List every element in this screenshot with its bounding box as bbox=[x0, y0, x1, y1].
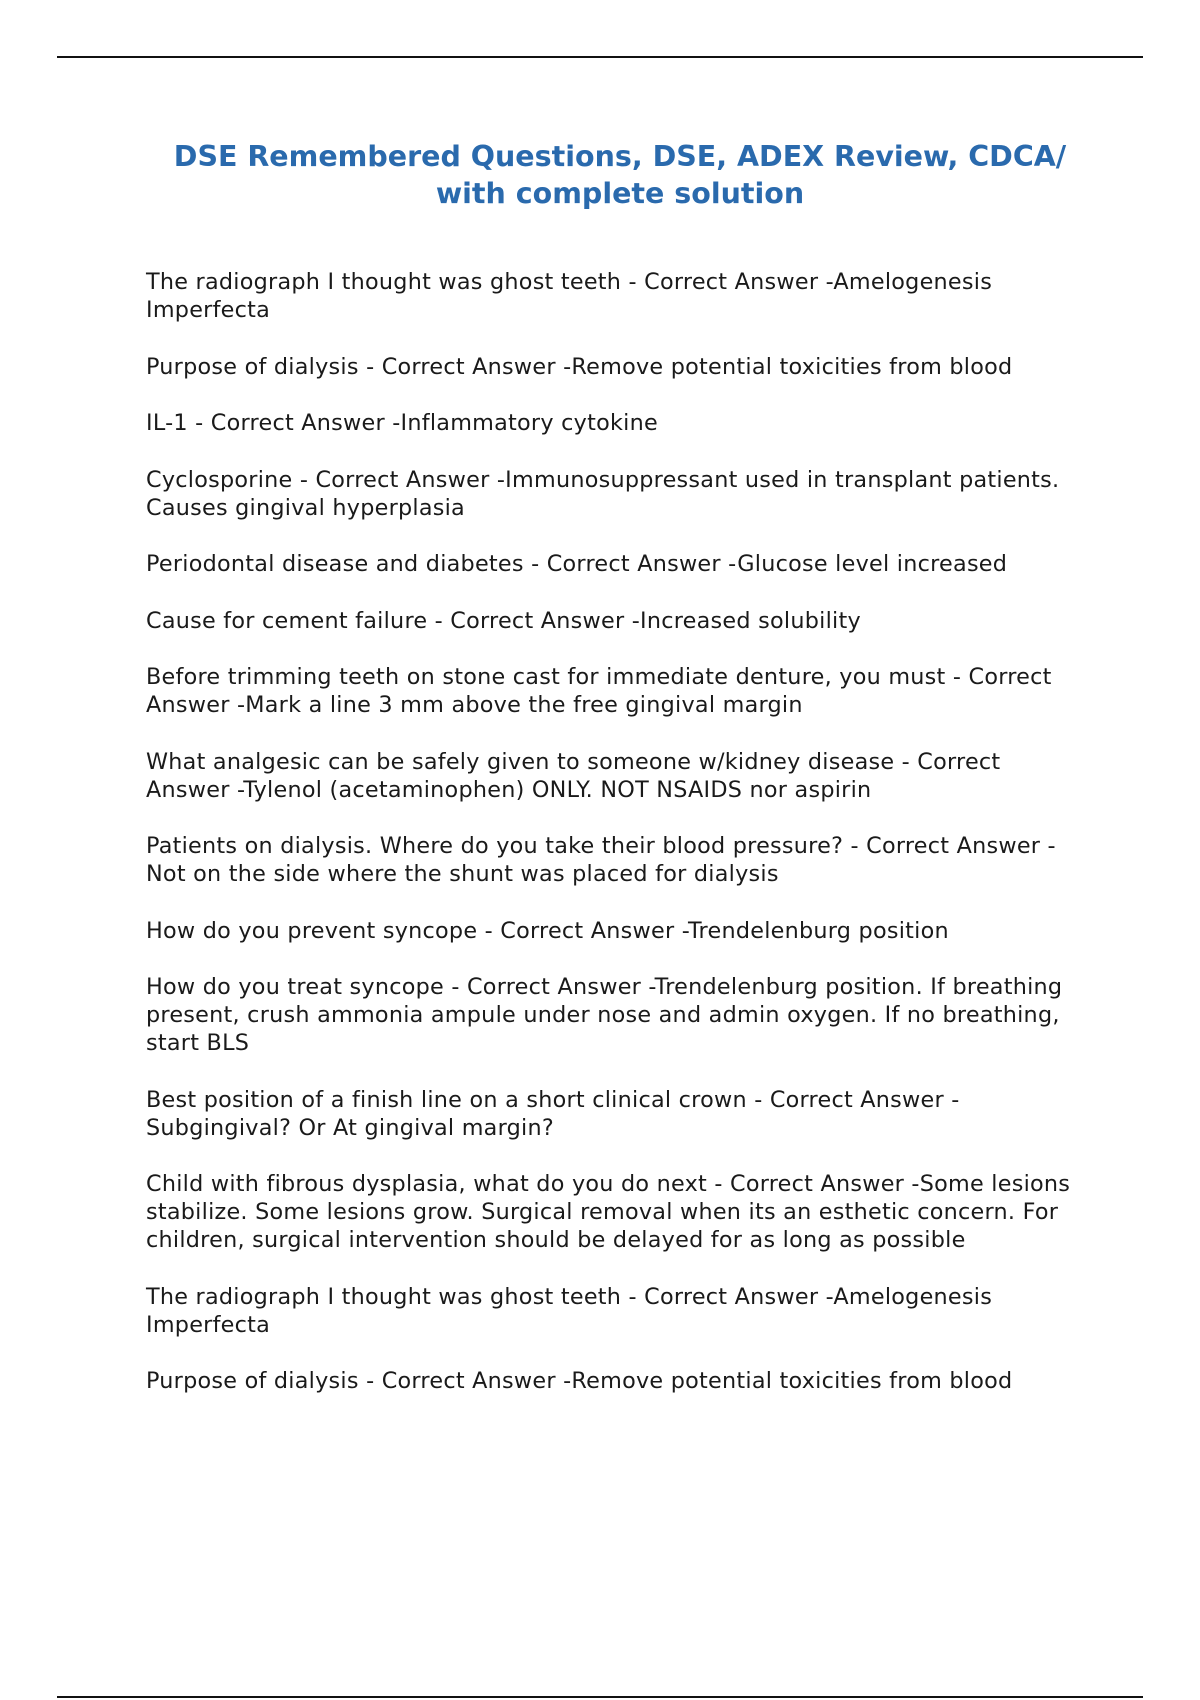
qa-item: How do you treat syncope - Correct Answer -Trendelenburg position. If breathing present, crush ammonia ampule under nose and admin oxygen. If no breathing, start BLS bbox=[146, 974, 1063, 1056]
qa-list bbox=[146, 268, 1076, 1424]
document-title: DSE Remembered Questions, DSE, ADEX Review, CDCA/ with complete solution bbox=[173, 140, 1067, 210]
qa-item: What analgesic can be safely given to someone w/kidney disease - Correct Answer -Tylenol (acetaminophen) ONLY. NOT NSAIDS nor aspirin bbox=[146, 748, 1001, 803]
footer-rule bbox=[57, 1696, 1143, 1698]
qa-item: Periodontal disease and diabetes - Correct Answer -Glucose level increased bbox=[146, 551, 1008, 577]
qa-item: Patients on dialysis. Where do you take their blood pressure? - Correct Answer -Not on the side where the shunt was placed for dialysis bbox=[146, 833, 1056, 887]
qa-item: Child with fibrous dysplasia, what do you do next - Correct Answer -Some lesions stabilize. Some lesions grow. Surgical removal when its an esthetic concern. For children, surgical intervention should be delayed for as long as possible bbox=[146, 1171, 1071, 1253]
qa-item: Best position of a finish line on a short clinical crown - Correct Answer -Subgingival? Or At gingival margin? bbox=[146, 1086, 960, 1141]
qa-item: IL-1 - Correct Answer -Inflammatory cytokine bbox=[146, 410, 658, 436]
qa-item: Cyclosporine - Correct Answer -Immunosuppressant used in transplant patients. Causes gingival hyperplasia bbox=[146, 466, 1060, 521]
qa-item: Purpose of dialysis - Correct Answer -Remove potential toxicities from blood bbox=[146, 1368, 1013, 1394]
qa-item: Cause for cement failure - Correct Answer -Increased solubility bbox=[146, 607, 861, 634]
qa-item: The radiograph I thought was ghost teeth - Correct Answer -Amelogenesis Imperfecta bbox=[146, 1283, 993, 1338]
qa-item: The radiograph I thought was ghost teeth - Correct Answer -Amelogenesis Imperfecta bbox=[146, 269, 993, 323]
qa-item: How do you prevent syncope - Correct Answer -Trendelenburg position bbox=[146, 917, 949, 944]
qa-item: Purpose of dialysis - Correct Answer -Remove potential toxicities from blood bbox=[146, 353, 1013, 380]
header-rule bbox=[57, 56, 1143, 58]
qa-item: Before trimming teeth on stone cast for immediate denture, you must - Correct Answer -Mark a line 3 mm above the free gingival margin bbox=[146, 664, 1052, 718]
